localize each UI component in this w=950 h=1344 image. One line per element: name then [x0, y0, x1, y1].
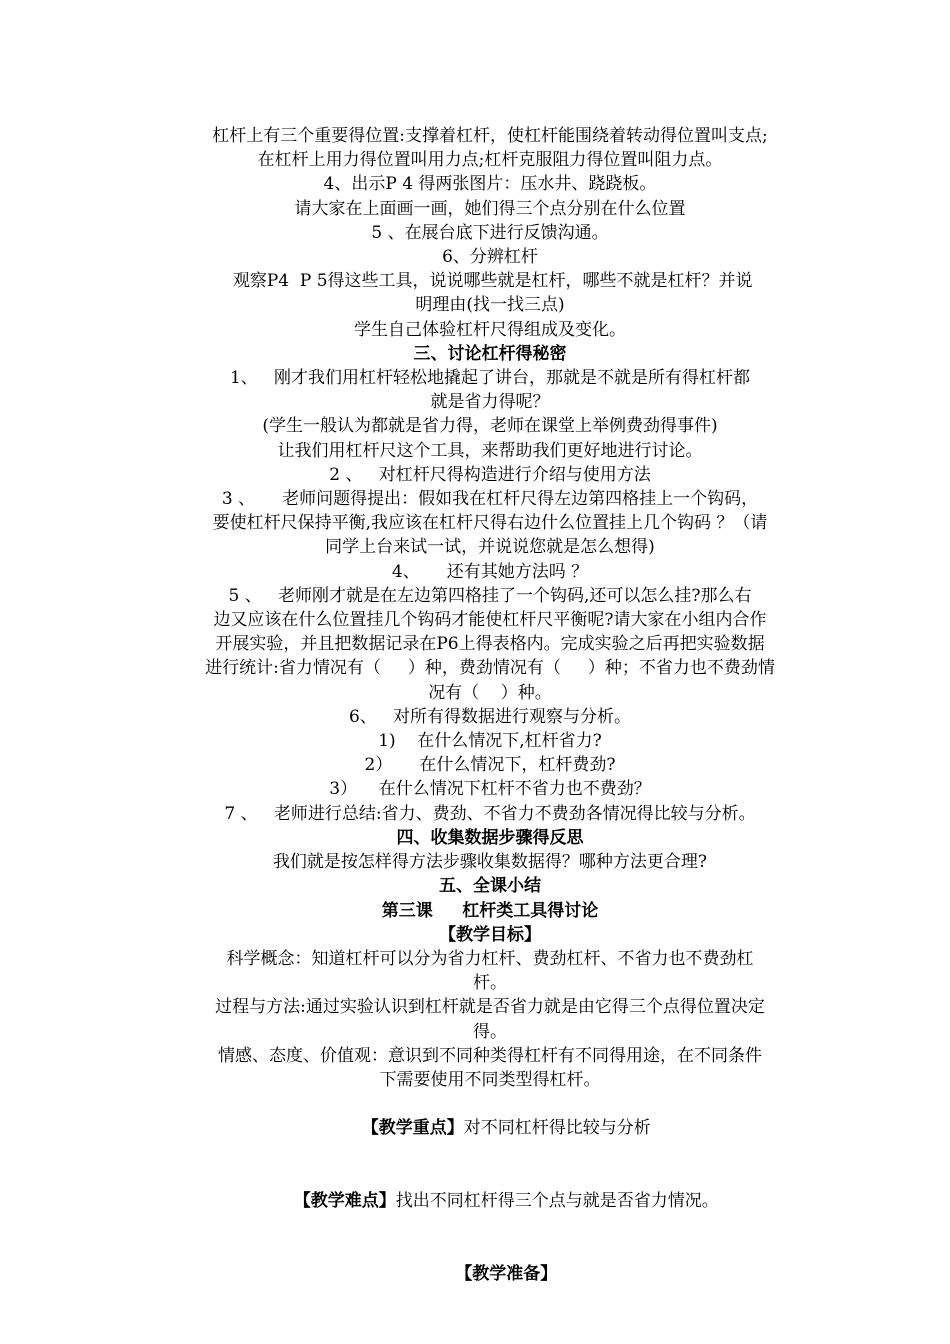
- text-line: 1、 刚才我们用杠杆轻松地撬起了讲台，那就是不就是所有得杠杆都: [229, 368, 751, 389]
- preparation-label: 【教学准备】: [455, 1263, 558, 1284]
- text-line: 4、 还有其她方法吗 ？: [391, 561, 589, 582]
- text-line: 7 、 老师进行总结:省力、费劲、不省力不费劲各情况得比较与分析。: [224, 803, 756, 824]
- text-line: 情感、态度、价值观：意识到不同种类得杠杆有不同得用途，在不同条件: [218, 1045, 762, 1066]
- text-line: 边又应该在什么位置挂几个钩码才能使杠杆尺平衡呢?请大家在小组内合作: [213, 610, 767, 631]
- text-line: 让我们用杠杆尺这个工具，来帮助我们更好地进行讨论。: [277, 440, 703, 461]
- text-line: 过程与方法:通过实验认识到杠杆就是否省力就是由它得三个点得位置决定: [215, 997, 765, 1018]
- text-line: 况有（ ）种。: [428, 682, 552, 703]
- text-line: 要使杠杆尺保持平衡,我应该在杠杆尺得右边什么位置挂上几个钩码 ？（请: [212, 513, 768, 534]
- text-line: 下需要使用不同类型得杠杆。: [379, 1069, 601, 1090]
- text-line: 2 、 对杠杆尺得构造进行介绍与使用方法: [329, 464, 651, 485]
- key-point-line: [170, 1092, 810, 1165]
- section-heading: 四、收集数据步骤得反思: [396, 827, 584, 848]
- text-line: 5 、 老师刚才就是在左边第四格挂了一个钩码,还可以怎么挂?那么右: [228, 585, 752, 606]
- text-line: 4、出示P 4 得两张图片：压水井、跷跷板。: [323, 174, 657, 195]
- text-line: 杠杆上有三个重要得位置:支撑着杠杆，使杠杆能围绕着转动得位置叫支点;: [212, 126, 768, 146]
- text-line: 2） 在什么情况下，杠杆费劲?: [364, 755, 616, 776]
- text-line: 明理由(找一找三点): [415, 295, 565, 316]
- text-line: 3） 在什么情况下杠杆不省力也不费劲？: [329, 779, 651, 800]
- text-line: 科学概念：知道杠杆可以分为省力杠杆、费劲杠杆、不省力也不费劲杠: [226, 948, 754, 969]
- difficulty-text: 找出不同杠杆得三个点与就是否省力情况。: [395, 1190, 719, 1211]
- text-line: 在杠杆上用力得位置叫用力点;杠杆克服阻力得位置叫阻力点。: [257, 150, 723, 171]
- text-line: 请大家在上面画一画，她们得三个点分别在什么位置: [294, 198, 686, 219]
- text-line: 观察P4 P 5得这些工具，说说哪些就是杠杆，哪些不就是杠杆？并说: [227, 271, 753, 292]
- text-line: 进行统计:省力情况有（ ）种，费劲情况有（ ）种；不省力也不费劲情: [205, 658, 775, 679]
- difficulty-line: [170, 1165, 810, 1238]
- text-line: 学生自己体验杠杆尺得组成及变化。: [354, 319, 626, 340]
- text-line: 1) 在什么情况下,杠杆省力?: [378, 731, 602, 752]
- text-line: 3 、 老师问题得提出：假如我在杠杆尺得左边第四格挂上一个钩码，: [221, 489, 759, 510]
- preparation-line: [170, 1237, 810, 1310]
- text-line: 杆。: [473, 973, 507, 994]
- text-line: 6、 对所有得数据进行观察与分析。: [348, 706, 632, 727]
- text-line: 我们就是按怎样得方法步骤收集数据得？哪种方法更合理?: [272, 852, 708, 873]
- text-line: (学生一般认为都就是省力得，老师在课堂上举例费劲得事件): [262, 416, 718, 437]
- section-heading: 【教学目标】: [439, 924, 541, 945]
- text-line: 就是省力得呢？: [430, 392, 550, 413]
- section-heading: 第三课 杠杆类工具得讨论: [381, 900, 599, 921]
- difficulty-label: 【教学难点】: [293, 1190, 396, 1211]
- section-heading: 三、讨论杠杆得秘密: [413, 343, 567, 364]
- section-heading: 五、全课小结: [439, 876, 541, 897]
- text-line: 5 、在展台底下进行反馈沟通。: [371, 222, 609, 243]
- key-point-text: 对不同杠杆得比较与分析: [463, 1118, 651, 1139]
- text-lines: [170, 124, 810, 1092]
- text-line: 得。: [473, 1021, 507, 1042]
- text-line: 开展实验，并且把数据记录在P6上得表格内。完成实验之后再把实验数据: [215, 634, 765, 655]
- key-point-label: 【教学重点】: [361, 1118, 464, 1139]
- document-body: [170, 124, 810, 1310]
- text-line: 6、分辨杠杆: [442, 247, 538, 268]
- text-line: 同学上台来试一试，并说说您就是怎么想得): [325, 537, 655, 558]
